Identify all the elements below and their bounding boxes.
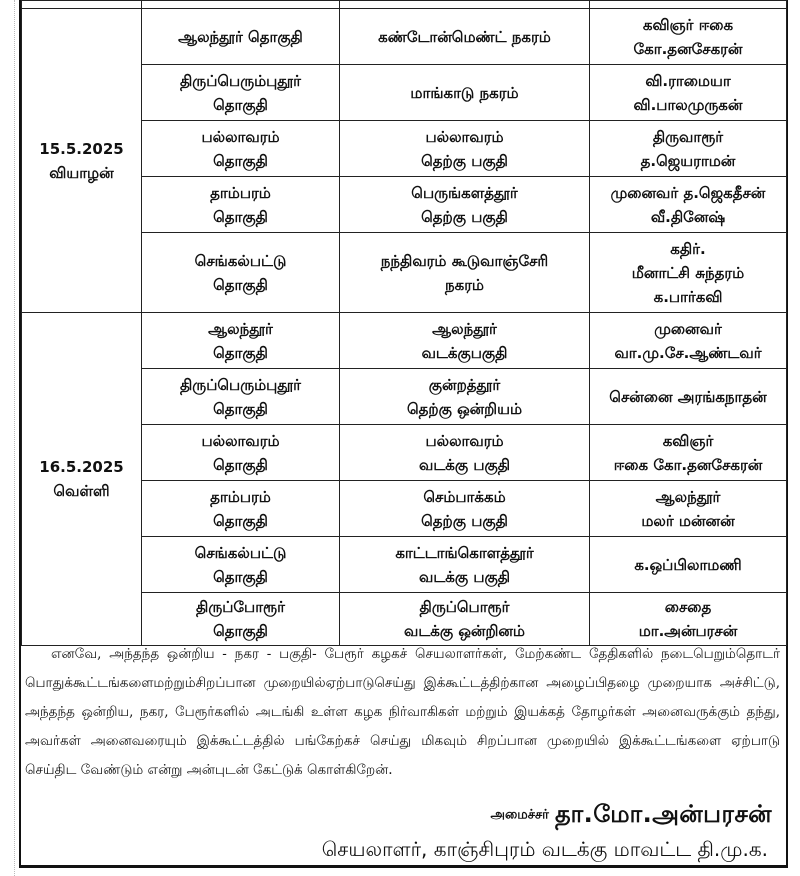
speakers-text: வா.மு.சே.ஆண்டவர் <box>614 343 762 362</box>
left-margin-strip <box>0 0 15 876</box>
speakers-text: மீனாட்சி சுந்தரம் <box>631 263 745 282</box>
continued-constituency-cell <box>142 1 340 9</box>
constituency-text: திருப்போரூர் <box>196 598 285 616</box>
area-text: செம்பாக்கம் <box>423 487 506 506</box>
constituency-cell <box>142 537 340 593</box>
speakers-cell <box>590 425 787 481</box>
speakers-text: மலர் மன்னன் <box>641 511 735 530</box>
constituency-text: தொகுதி <box>213 622 268 640</box>
constituency-text: தொகுதி <box>213 207 268 226</box>
area-text: திருப்பொரூர் <box>419 598 510 616</box>
area-text: தெற்கு ஒன்றியம் <box>406 399 523 418</box>
speakers-text: மா.அன்பரசன் <box>638 622 738 640</box>
constituency-text: பல்லாவரம் <box>201 127 280 146</box>
constituency-text: தொகுதி <box>213 95 268 114</box>
constituency-text: ஆலந்தூர் தொகுதி <box>178 27 303 46</box>
signature-title: அமைச்சர் <box>490 807 549 823</box>
area-text: நந்திவரம் கூடுவாஞ்சேரி <box>380 251 549 270</box>
area-cell <box>340 481 590 537</box>
area-cell <box>340 313 590 369</box>
date-cell <box>22 313 142 646</box>
continued-row <box>22 1 787 9</box>
speakers-cell <box>590 313 787 369</box>
continued-area-cell <box>340 1 590 9</box>
area-text: காட்டாங்கொளத்தூர் <box>395 543 534 562</box>
constituency-text: தாம்பரம் <box>210 487 271 506</box>
area-cell <box>340 121 590 177</box>
area-text: தெற்கு பகுதி <box>421 511 508 530</box>
constituency-cell <box>142 233 340 313</box>
constituency-cell <box>142 425 340 481</box>
constituency-text: தொகுதி <box>213 511 268 530</box>
signature-line <box>491 800 772 831</box>
constituency-cell <box>142 593 340 646</box>
speakers-text: சைதை <box>664 598 712 616</box>
speakers-text: ஈகை கோ.தனசேகரன் <box>613 455 763 474</box>
area-cell <box>340 177 590 233</box>
area-text: வடக்கு பகுதி <box>418 567 511 586</box>
constituency-text: திருப்பெரும்புதூர் <box>180 375 301 394</box>
date-cell <box>22 9 142 313</box>
area-text: கண்டோன்மெண்ட் நகரம் <box>378 27 551 46</box>
speakers-text: கவிஞர் ஈகை <box>642 15 734 34</box>
speakers-text: ஆலந்தூர் <box>655 487 721 506</box>
constituency-text: தொகுதி <box>213 343 268 362</box>
speakers-text: திருவாரூர் <box>652 127 724 146</box>
area-cell <box>340 9 590 65</box>
area-text: ஆலந்தூர் <box>432 319 497 338</box>
speakers-text: க.பார்கவி <box>653 287 723 306</box>
constituency-text: பல்லாவரம் <box>201 431 280 450</box>
constituency-text: ஆலந்தூர் <box>208 319 273 338</box>
speakers-cell <box>590 481 787 537</box>
meeting-date: 16.5.2025 <box>39 458 124 476</box>
speakers-text: வி.பாலமுருகன் <box>633 95 743 114</box>
schedule-row <box>22 9 787 65</box>
meeting-day: வெள்ளி <box>53 482 110 500</box>
continued-speakers-cell <box>590 1 787 9</box>
speakers-cell <box>590 177 787 233</box>
meeting-day: வியாழன் <box>49 163 114 182</box>
meeting-schedule-table <box>21 0 787 646</box>
notice-frame <box>19 0 788 868</box>
speakers-text: க.ஒப்பிலாமணி <box>634 555 742 574</box>
area-text: குன்றத்தூர் <box>428 375 501 394</box>
constituency-text: தொகுதி <box>213 399 268 418</box>
area-text: வடக்கு பகுதி <box>418 455 511 474</box>
schedule-row <box>22 313 787 369</box>
constituency-cell <box>142 65 340 121</box>
constituency-text: தொகுதி <box>213 151 268 170</box>
speakers-text: கோ.தனசேகரன் <box>633 39 743 58</box>
speakers-text: கவிஞர் <box>662 431 714 450</box>
area-cell <box>340 233 590 313</box>
speakers-text: கதிர். <box>670 239 706 258</box>
continued-date-cell <box>22 1 142 9</box>
speakers-cell <box>590 593 787 646</box>
schedule-body <box>22 1 787 646</box>
speakers-text: த.ஜெயராமன் <box>640 151 736 170</box>
area-cell <box>340 593 590 646</box>
area-text: நகரம் <box>444 275 485 294</box>
speakers-cell <box>590 233 787 313</box>
speakers-cell <box>590 65 787 121</box>
paragraph-text: எனவே, அந்தந்த ஒன்றிய - நகர - பகுதி- பேரூர் கழகச் செயலாளர்கள், மேற்கண்ட தேதிகளில் நடைபெறும்தொடர் பொதுக்கூட்டங்களைமற்றும்சிறப்பான முறையில்ஏற்பாடுசெய்து இக்கூட்டத்திற்கான அழைப்பிதழை முறையாக அச்சிட்டு, அந்தந்த ஒன்றிய, நகர, பேரூர்களில் அடங்கி உள்ள கழக நிர்வாகிகள் மற்றும் இயக்கத் தோழர்கள் அனைவருக்கும் தந்து, அவர்கள் அனைவரையும் இக்கூட்டத்தில் பங்கேற்கச் செய்து மிகவும் சிறப்பான முறையில் இக்கூட்டங்களை ஏற்பாடு செய்திட வேண்டும் என்று அன்புடன் கேட்டுக் கொள்கிறேன். <box>25 646 780 778</box>
constituency-text: தொகுதி <box>213 455 268 474</box>
area-cell <box>340 369 590 425</box>
constituency-cell <box>142 177 340 233</box>
signatory-role: செயலாளர், காஞ்சிபுரம் வடக்கு மாவட்ட தி.மு.க. <box>321 837 768 861</box>
constituency-cell <box>142 481 340 537</box>
area-text: பெருங்களத்தூர் <box>411 183 518 202</box>
constituency-cell <box>142 121 340 177</box>
area-cell <box>340 65 590 121</box>
constituency-cell <box>142 313 340 369</box>
speakers-cell <box>590 537 787 593</box>
speakers-cell <box>590 369 787 425</box>
constituency-text: செங்கல்பட்டு <box>194 251 287 270</box>
speakers-text: முனைவர் த.ஜெகதீசன் <box>610 183 766 202</box>
constituency-text: தொகுதி <box>213 275 268 294</box>
area-text: வடக்கு ஒன்றினம் <box>404 622 525 640</box>
instruction-paragraph <box>25 640 780 785</box>
area-text: தெற்கு பகுதி <box>421 151 508 170</box>
constituency-cell <box>142 9 340 65</box>
constituency-text: செங்கல்பட்டு <box>194 543 287 562</box>
speakers-text: முனைவர் <box>654 319 722 338</box>
speakers-cell <box>590 121 787 177</box>
meeting-date: 15.5.2025 <box>39 139 124 158</box>
area-text: மாங்காடு நகரம் <box>410 83 519 102</box>
speakers-cell <box>590 9 787 65</box>
speakers-text: வீ.தினேஷ் <box>650 207 726 226</box>
area-text: பல்லாவரம் <box>425 127 504 146</box>
speakers-text: சென்னை அரங்கநாதன் <box>609 387 767 406</box>
constituency-text: தொகுதி <box>213 567 268 586</box>
area-text: தெற்கு பகுதி <box>421 207 508 226</box>
constituency-text: தாம்பரம் <box>210 183 271 202</box>
constituency-text: திருப்பெரும்புதூர் <box>180 71 301 90</box>
area-text: வடக்குபகுதி <box>421 343 508 362</box>
area-cell <box>340 537 590 593</box>
area-cell <box>340 425 590 481</box>
signature-name: தா.மோ.அன்பரசன் <box>554 800 772 828</box>
area-text: பல்லாவரம் <box>425 431 504 450</box>
constituency-cell <box>142 369 340 425</box>
speakers-text: வி.ராமையா <box>645 71 731 90</box>
